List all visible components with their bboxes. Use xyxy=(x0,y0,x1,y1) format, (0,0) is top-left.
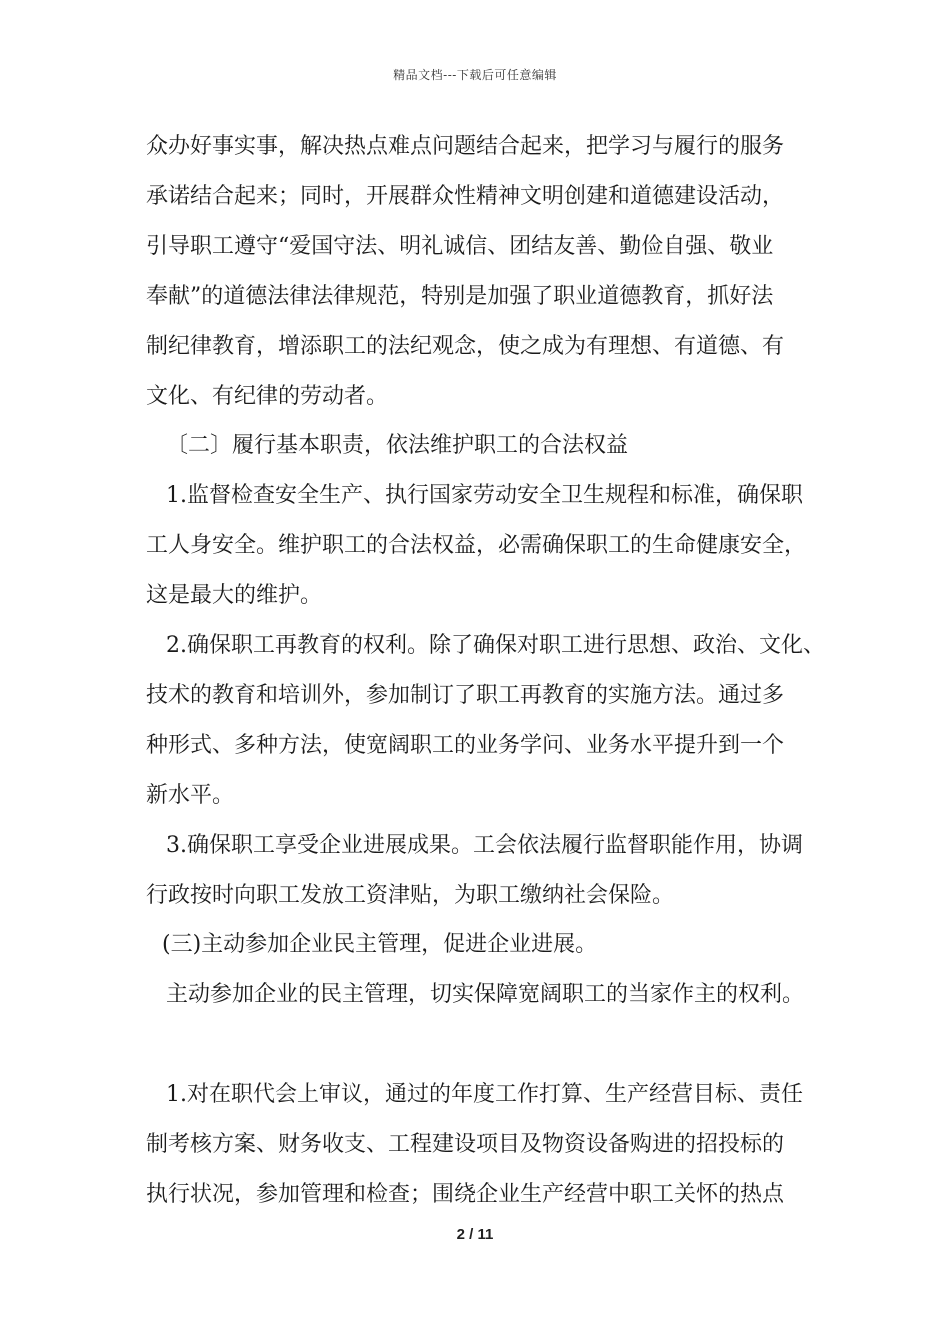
section-heading: (三)主动参加企业民主管理，促进企业进展。 xyxy=(162,932,598,957)
text-line: 1.对在职代会上审议，通过的年度工作打算、生产经营目标、责任 xyxy=(166,1082,803,1107)
page-header: 精品文档---下载后可任意编辑 xyxy=(393,68,557,82)
text-line: 众办好事实事，解决热点难点问题结合起来，把学习与履行的服务 xyxy=(146,134,785,159)
text-line: 承诺结合起来；同时，开展群众性精神文明创建和道德建设活动， xyxy=(146,184,785,209)
text-line: 引导职工遵守“爱国守法、明礼诚信、团结友善、勤俭自强、敬业 xyxy=(146,234,774,259)
page-current: 2 xyxy=(456,1226,465,1243)
text-line: 技术的教育和培训外，参加制订了职工再教育的实施方法。通过多 xyxy=(146,683,785,708)
page-number xyxy=(0,1226,950,1243)
text-line: 1.监督检查安全生产、执行国家劳动安全卫生规程和标准，确保职 xyxy=(166,483,803,508)
text-line: 这是最大的维护。 xyxy=(146,583,323,608)
text-line: 2.确保职工再教育的权利。除了确保对职工进行思想、政治、文化、 xyxy=(166,633,825,658)
text-line: 制考核方案、财务收支、工程建设项目及物资设备购进的招投标的 xyxy=(146,1132,785,1157)
text-line: 新水平。 xyxy=(146,783,235,808)
page-separator: / xyxy=(464,1226,478,1243)
text-line: 种形式、多种方法，使宽阔职工的业务学问、业务水平提升到一个 xyxy=(146,733,785,758)
text-line: 行政按时向职工发放工资津贴，为职工缴纳社会保险。 xyxy=(146,883,675,908)
section-heading: 〔二〕履行基本职责，依法维护职工的合法权益 xyxy=(166,433,629,458)
page-total: 11 xyxy=(477,1226,494,1243)
text-line: 主动参加企业的民主管理，切实保障宽阔职工的当家作主的权利。 xyxy=(166,982,805,1007)
text-line: 执行状况，参加管理和检查；围绕企业生产经营中职工关怀的热点 xyxy=(146,1182,785,1207)
text-line: 3.确保职工享受企业进展成果。工会依法履行监督职能作用，协调 xyxy=(166,833,803,858)
text-line: 文化、有纪律的劳动者。 xyxy=(146,384,389,409)
text-line: 制纪律教育，增添职工的法纪观念，使之成为有理想、有道德、有 xyxy=(146,334,785,359)
text-line: 工人身安全。维护职工的合法权益，必需确保职工的生命健康安全， xyxy=(146,533,807,558)
text-line: 奉献”的道德法律法律规范，特别是加强了职业道德教育，抓好法 xyxy=(146,284,774,309)
